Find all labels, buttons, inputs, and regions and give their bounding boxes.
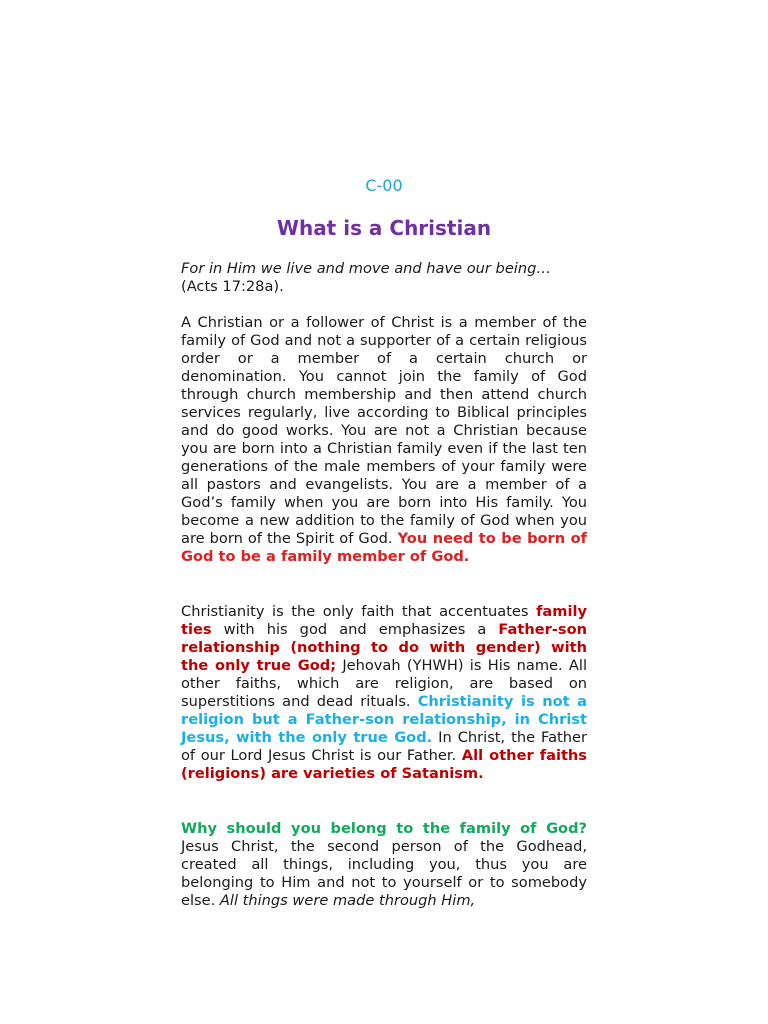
paragraph-2-text-g: In Christ, the Father of our Lord Jesus Christ is our Father.	[181, 729, 587, 764]
bible-verse	[181, 260, 587, 296]
paragraph-3-text: Jesus Christ, the second person of the Godhead, created all things, including you, thus you are belonging to Him and not to yourself or to somebody else.	[181, 838, 587, 909]
paragraph-2	[181, 603, 587, 783]
paragraph-1	[181, 314, 587, 566]
paragraph-2-family-ties: family ties	[181, 603, 587, 638]
paragraph-3-italic: All things were made through Him,	[219, 892, 476, 909]
paragraph-2-text-e: Jehovah (YHWH) is His name. All other faiths, which are religion, are based on superstitions and dead rituals.	[181, 657, 588, 710]
paragraph-2-father-son: Father-son relationship (nothing to do with gender) with the only true God;	[181, 621, 587, 674]
paragraph-3-heading: Why should you belong to the family of God?	[181, 820, 587, 837]
verse-reference: (Acts 17:28a).	[181, 278, 284, 295]
verse-text: For in Him we live and move and have our being…	[181, 260, 551, 277]
paragraph-2-text-c: with his god and emphasizes a	[211, 621, 499, 638]
paragraph-3	[181, 820, 587, 910]
paragraph-1-text: A Christian or a follower of Christ is a member of the family of God and not a supporter of a certain religious order or a member of a certain church or denomination. You cannot join the family of God through church membership and then attend church services regularly, live according to Biblical principles and do good works. You are not a Christian because you are born into a Christian family even if the last ten generations of the male members of your family were all pastors and evangelists. You are a member of a God’s family when you are born into His family. You become a new addition to the family of God when you are born of the Spirit of God.	[181, 314, 587, 547]
paragraph-2-relationship: Christianity is not a religion but a Father-son relationship, in Christ Jesus, with the only true God.	[181, 693, 587, 746]
paragraph-2-text-a: Christianity is the only faith that accentuates	[181, 603, 537, 620]
paragraph-2-satanism: All other faiths (religions) are varieties of Satanism.	[181, 747, 587, 782]
document-title: What is a Christian	[276, 216, 492, 240]
document-code: C-00	[365, 176, 403, 195]
paragraph-1-emphasis: You need to be born of God to be a family member of God.	[181, 530, 587, 565]
